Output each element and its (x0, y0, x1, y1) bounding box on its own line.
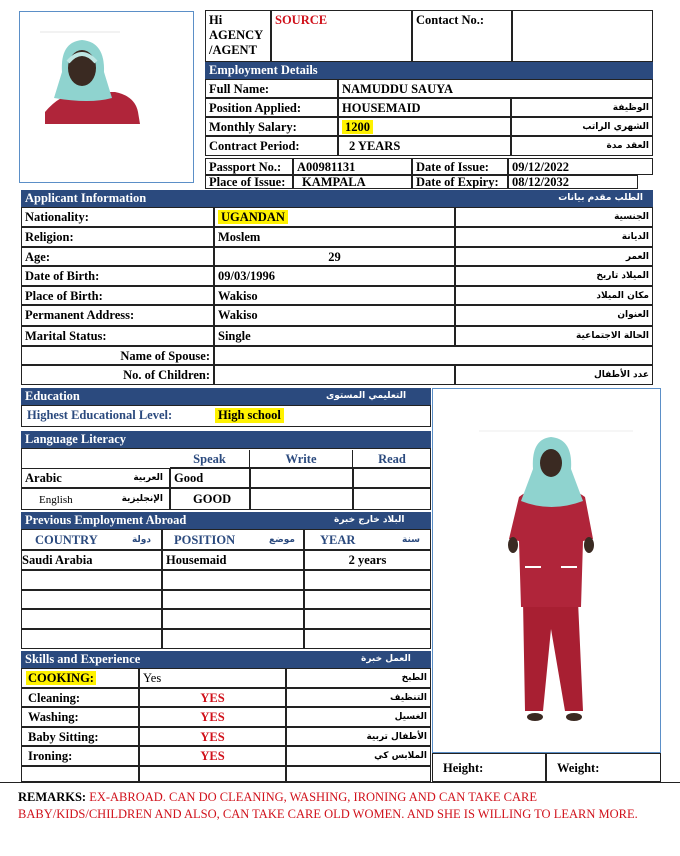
prev-col-country-ar: دولة (131, 535, 151, 545)
lang-english-name: English (39, 494, 73, 506)
marital-value: Single (214, 326, 455, 346)
full-name-value: NAMUDDU SAUYA (338, 79, 653, 98)
employment-header: Employment Details (205, 62, 653, 79)
prev-col-year-ar: سنة (402, 535, 420, 545)
prev-position-value: Housemaid (162, 550, 304, 570)
weight-label: Weight: (546, 753, 661, 782)
lang-english-write (250, 488, 353, 510)
prev-col-position (162, 529, 304, 550)
skill-babysitting-label: Baby Sitting: (21, 727, 139, 746)
source-cell (271, 10, 412, 62)
lang-english-read (353, 488, 431, 510)
children-value (214, 365, 455, 385)
children-label: No. of Children: (21, 365, 214, 385)
religion-arabic: الديانة (455, 227, 653, 247)
full-body-photo (433, 389, 660, 752)
prev-col-position-en: POSITION (174, 533, 236, 547)
language-col-write: Write (250, 450, 353, 468)
language-col-speak: Speak (170, 450, 250, 468)
position-arabic: الوظيفة (511, 98, 653, 117)
marital-arabic: الحالة الاجتماعية (455, 326, 653, 346)
position-value: HOUSEMAID (338, 98, 511, 117)
skill-washing-value: YES (139, 707, 286, 727)
remarks-box (0, 782, 680, 856)
lang-arabic-name: Arabic (25, 471, 62, 485)
contract-label: Contract Period: (205, 136, 338, 156)
contract-arabic: العقد مدة (511, 136, 653, 156)
previous-header-arabic: البلاد خارج خبرة (334, 515, 405, 525)
hi-agency-cell (205, 10, 271, 62)
dob-value: 09/03/1996 (214, 266, 455, 286)
portrait-photo (20, 12, 193, 182)
prev-col-position-ar: موضع (268, 535, 295, 545)
lang-english-speak: GOOD (170, 488, 250, 510)
skill-cooking-label: COOKING: (28, 671, 94, 685)
prev-col-country (21, 529, 162, 550)
applicant-header-label: Applicant Information (25, 191, 147, 205)
education-row (21, 405, 431, 427)
salary-label: Monthly Salary: (205, 117, 338, 136)
pob-value: Wakiso (214, 286, 455, 305)
lang-arabic-read (353, 468, 431, 488)
prev-empty-row (162, 609, 304, 629)
hi-agency-line-2: AGENCY (209, 28, 264, 42)
lang-arabic-label (21, 468, 170, 488)
education-level-value: High school (215, 408, 284, 423)
pob-arabic: مكان الميلاد (455, 286, 653, 305)
prev-empty-row (21, 590, 162, 609)
education-level-label: Highest Educational Level: (27, 408, 173, 422)
skill-washing-label: Washing: (21, 707, 139, 727)
children-arabic: عدد الأطفال (455, 365, 653, 385)
prev-empty-row (162, 590, 304, 609)
passport-value: A00981131 (293, 158, 412, 175)
hi-agency-line-3: /AGENT (209, 43, 257, 57)
prev-empty-row (304, 629, 431, 649)
prev-country-value: Saudi Arabia (21, 550, 162, 570)
skill-babysitting-arabic: الأطفال تربية (286, 727, 431, 746)
position-label: Position Applied: (205, 98, 338, 117)
nationality-arabic: الجنسية (455, 207, 653, 227)
expiry-label: Date of Expiry: (412, 175, 508, 189)
contact-value (512, 10, 653, 62)
spouse-label: Name of Spouse: (21, 346, 214, 365)
hi-agency-line-1: Hi (209, 13, 223, 27)
address-value: Wakiso (214, 305, 455, 326)
salary-cell (338, 117, 511, 136)
issue-date-value: 09/12/2022 (508, 158, 653, 175)
full-name-label: Full Name: (205, 79, 338, 98)
prev-empty-row (21, 629, 162, 649)
contract-value: 2 YEARS (338, 136, 511, 156)
prev-empty-row (304, 609, 431, 629)
skill-cleaning-value: YES (139, 688, 286, 707)
skill-cooking-label-cell (21, 668, 139, 688)
applicant-header-arabic: الطلب مقدم بيانات (558, 193, 643, 203)
skill-empty-row (286, 766, 431, 782)
prev-year-value: 2 years (304, 550, 431, 570)
prev-col-year (304, 529, 431, 550)
dob-label: Date of Birth: (21, 266, 214, 286)
prev-col-country-en: COUNTRY (35, 533, 98, 547)
lang-english-arabic: الإنجليزية (121, 494, 163, 504)
skill-ironing-value: YES (139, 746, 286, 766)
skill-ironing-label: Ironing: (21, 746, 139, 766)
nationality-cell (214, 207, 455, 227)
age-arabic: العمر (455, 247, 653, 266)
full-body-photo-frame (432, 388, 661, 753)
prev-empty-row (21, 570, 162, 590)
applicant-header (21, 190, 653, 207)
age-value: 29 (214, 247, 455, 266)
dob-arabic: الميلاد تاريخ (455, 266, 653, 286)
remarks-line-1: EX-ABROAD. CAN DO CLEANING, WASHING, IRONING AND CAN TAKE CARE (89, 790, 538, 804)
lang-arabic-speak: Good (170, 468, 250, 488)
prev-col-year-en: YEAR (320, 533, 356, 547)
skill-empty-row (21, 766, 139, 782)
skill-cleaning-label: Cleaning: (21, 688, 139, 707)
skill-cooking-arabic: الطبخ (286, 668, 431, 688)
passport-label: Passport No.: (205, 158, 293, 175)
skills-header (21, 651, 431, 668)
remarks-line-1-row (18, 790, 537, 805)
remarks-line-2: BABY/KIDS/CHILDREN AND ALSO, CAN TAKE CARE OLD WOMEN. AND SHE IS WILLING TO LEARN MORE. (18, 807, 638, 821)
religion-label: Religion: (21, 227, 214, 247)
source-label: SOURCE (275, 13, 328, 27)
nationality-value: UGANDAN (218, 210, 288, 224)
religion-value: Moslem (214, 227, 455, 247)
language-col-read: Read (353, 450, 431, 468)
portrait-photo-frame (19, 11, 194, 183)
prev-empty-row (304, 590, 431, 609)
address-label: Permanent Address: (21, 305, 214, 326)
lang-english-label (21, 488, 170, 510)
skills-header-label: Skills and Experience (25, 652, 141, 666)
address-arabic: العنوان (455, 305, 653, 326)
prev-empty-row (162, 570, 304, 590)
education-header (21, 388, 431, 405)
previous-header-label: Previous Employment Abroad (25, 513, 187, 527)
previous-header (21, 512, 431, 529)
skill-cleaning-arabic: التنظيف (286, 688, 431, 707)
height-label: Height: (432, 753, 546, 782)
remarks-label: REMARKS: (18, 790, 87, 804)
pob-label: Place of Birth: (21, 286, 214, 305)
education-header-label: Education (25, 389, 80, 403)
nationality-label: Nationality: (21, 207, 214, 227)
skill-ironing-arabic: الملابس كي (286, 746, 431, 766)
prev-empty-row (304, 570, 431, 590)
marital-label: Marital Status: (21, 326, 214, 346)
education-header-arabic: التعليمي المستوى (326, 391, 407, 401)
place-issue-label: Place of Issue: (205, 175, 293, 189)
skill-empty-row (139, 766, 286, 782)
salary-arabic: الشهري الراتب (511, 117, 653, 136)
expiry-value: 08/12/2032 (508, 175, 638, 189)
lang-arabic-arabic: العربية (133, 473, 163, 483)
contact-label: Contact No.: (412, 10, 512, 62)
lang-arabic-write (250, 468, 353, 488)
prev-empty-row (21, 609, 162, 629)
skill-babysitting-value: YES (139, 727, 286, 746)
place-issue-value: KAMPALA (293, 175, 412, 189)
prev-empty-row (162, 629, 304, 649)
language-header: Language Literacy (21, 431, 431, 448)
spouse-value (214, 346, 653, 365)
skill-washing-arabic: الغسيل (286, 707, 431, 727)
skill-cooking-value: Yes (139, 668, 286, 688)
age-label: Age: (21, 247, 214, 266)
issue-date-label: Date of Issue: (412, 158, 508, 175)
skills-header-arabic: العمل خبرة (361, 654, 411, 664)
salary-value: 1200 (342, 120, 373, 134)
